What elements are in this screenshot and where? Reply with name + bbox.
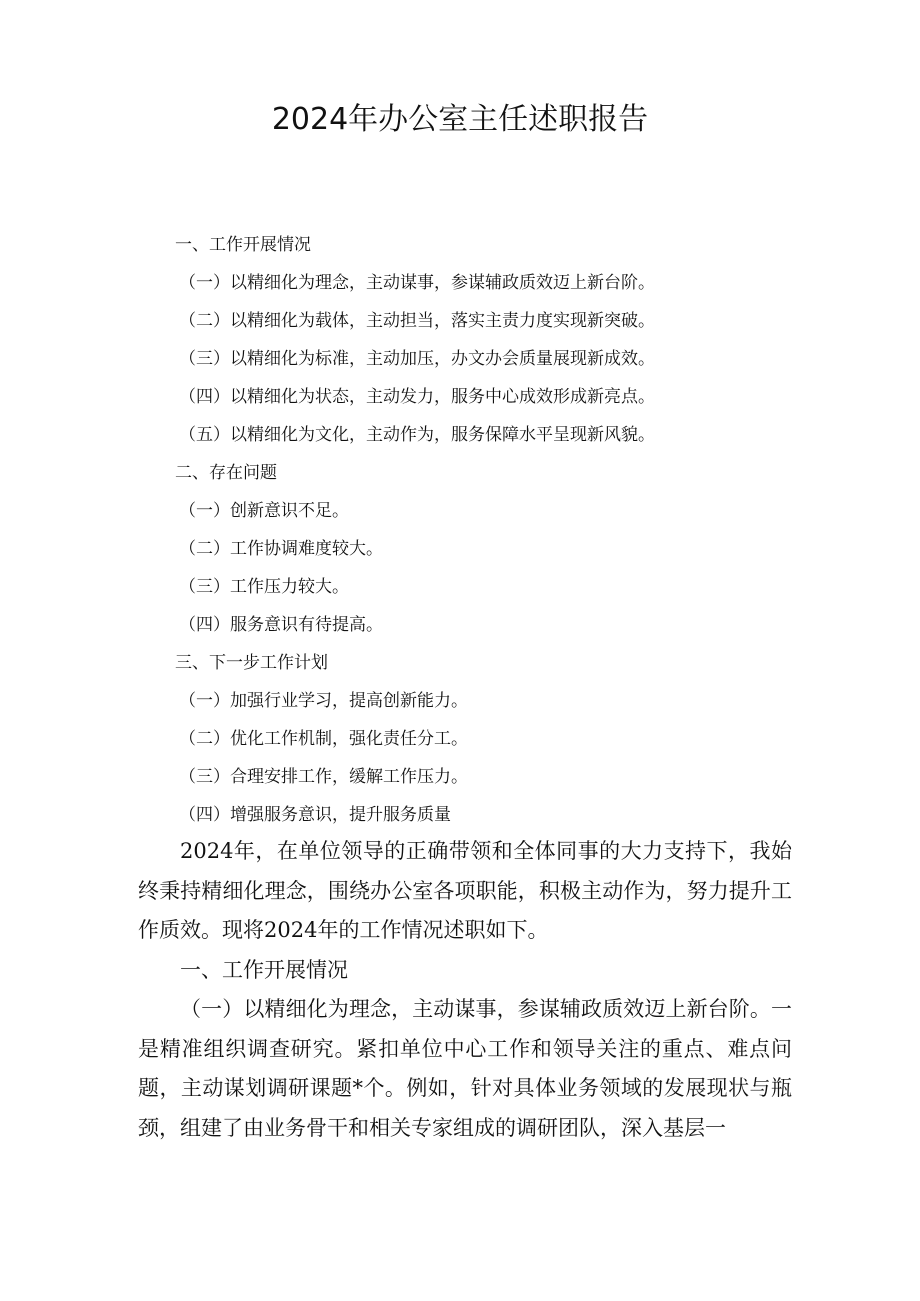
outline-item: （一）加强行业学习，提高创新能力。 [179,691,468,711]
outline-item: （二）工作协调难度较大。 [179,539,383,559]
document-body [138,832,792,1148]
outline-item: （一）以精细化为理念，主动谋事，参谋辅政质效迈上新台阶。 [179,273,655,293]
outline-item: （二）以精细化为载体，主动担当，落实主责力度实现新突破。 [179,311,655,331]
outline-item: （四）服务意识有待提高。 [179,615,383,635]
body-paragraph-intro: 2024年，在单位领导的正确带领和全体同事的大力支持下，我始终秉持精细化理念，围绕办公室各项职能，积极主动作为，努力提升工作质效。现将2024年的工作情况述职如下。 [138,839,792,942]
outline-item: （一）创新意识不足。 [179,501,349,521]
outline-heading: 一、工作开展情况 [175,235,311,255]
body-section-heading: 一、工作开展情况 [180,957,348,982]
outline-item: （五）以精细化为文化，主动作为，服务保障水平呈现新风貌。 [179,425,655,445]
body-paragraph-section-1: （一）以精细化为理念，主动谋事，参谋辅政质效迈上新台阶。一是精准组织调查研究。紧扣单位中心工作和领导关注的重点、难点问题，主动谋划调研课题*个。例如，针对具体业务领域的发展现状与瓶颈，组建了由业务骨干和相关专家组成的调研团队，深入基层一 [138,997,792,1140]
outline-list [175,226,795,834]
outline-item: （三）以精细化为标准，主动加压，办文办会质量展现新成效。 [179,349,655,369]
outline-item: （四）增强服务意识，提升服务质量 [179,805,451,825]
outline-item: （三）合理安排工作，缓解工作压力。 [179,767,468,787]
outline-heading: 二、存在问题 [175,463,277,483]
outline-item: （二）优化工作机制，强化责任分工。 [179,729,468,749]
outline-item: （三）工作压力较大。 [179,577,349,597]
outline-item: （四）以精细化为状态，主动发力，服务中心成效形成新亮点。 [179,387,655,407]
document-title: 2024年办公室主任述职报告 [271,102,649,137]
outline-heading: 三、下一步工作计划 [175,653,328,673]
